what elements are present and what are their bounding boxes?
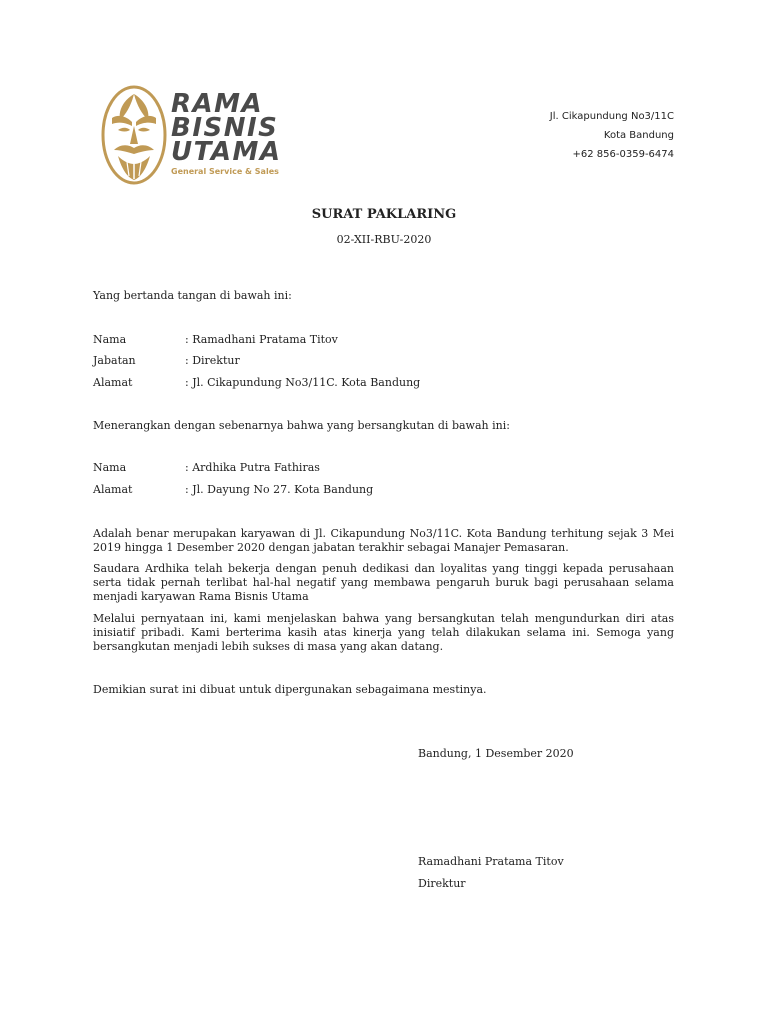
employee-name-row: [93, 461, 320, 474]
paragraph-closing: Demikian surat ini dibuat untuk dipergunakan sebagaimana mestinya.: [93, 683, 487, 696]
employee-address-label: Alamat: [93, 483, 133, 496]
wordmark-line-1: RAMA: [171, 89, 264, 119]
signer-name-row: [93, 333, 338, 346]
signature-place-date: Bandung, 1 Desember 2020: [418, 747, 574, 760]
company-address: [550, 107, 674, 164]
wordmark-line-3: UTAMA: [171, 137, 282, 167]
company-name-wordmark: [171, 89, 282, 167]
signer-position-row: [93, 354, 240, 367]
company-tagline: General Service & Sales: [171, 167, 279, 176]
statement-line: Menerangkan dengan sebenarnya bahwa yang bersangkutan di bawah ini:: [93, 419, 510, 432]
paragraph-dedication: Saudara Ardhika telah bekerja dengan penuh dedikasi dan loyalitas yang tinggi kepada perusahaan serta tidak pernah terlibat hal-hal negatif yang membawa pengaruh buruk bagi perusahaan selama menjadi karyawan Rama Bisnis Utama: [93, 562, 674, 603]
signer-address-row: [93, 376, 420, 389]
employee-address-row: [93, 483, 373, 496]
signer-address-value: : Jl. Cikapundung No3/11C. Kota Bandung: [185, 376, 421, 389]
intro-line: Yang bertanda tangan di bawah ini:: [93, 289, 292, 302]
signer-position-value: : Direktur: [185, 354, 240, 367]
signer-address-label: Alamat: [93, 376, 133, 389]
signature-position: Direktur: [418, 877, 466, 890]
wordmark-line-2: BISNIS: [171, 113, 279, 143]
letter-title: SURAT PAKLARING: [311, 207, 457, 222]
signer-name-value: : Ramadhani Pratama Titov: [185, 333, 338, 346]
employee-name-label: Nama: [93, 461, 127, 474]
signer-position-label: Jabatan: [93, 354, 136, 367]
signer-name-label: Nama: [93, 333, 127, 346]
face-emblem-icon: [100, 84, 168, 186]
address-phone: +62 856-0359-6474: [572, 149, 674, 160]
paragraph-employment: Adalah benar merupakan karyawan di Jl. Cikapundung No3/11C. Kota Bandung terhitung sejak 3 Mei 2019 hingga 1 Desember 2020 dengan jabatan terakhir sebagai Manajer Pemasaran.: [93, 527, 674, 554]
letter-number: 02-XII-RBU-2020: [336, 233, 432, 246]
signature-name: Ramadhani Pratama Titov: [418, 855, 564, 868]
address-city: Kota Bandung: [603, 130, 674, 141]
employee-address-value: : Jl. Dayung No 27. Kota Bandung: [185, 483, 374, 496]
employee-name-value: : Ardhika Putra Fathiras: [185, 461, 320, 474]
paragraph-resignation: Melalui pernyataan ini, kami menjelaskan bahwa yang bersangkutan telah mengundurkan diri atas inisiatif pribadi. Kami berterima kasih atas kinerja yang telah dilakukan selama ini. Semoga yang bersangkutan menjadi lebih sukses di masa yang akan datang.: [93, 612, 674, 653]
address-street: Jl. Cikapundung No3/11C: [549, 111, 674, 122]
company-logo: [100, 84, 282, 188]
